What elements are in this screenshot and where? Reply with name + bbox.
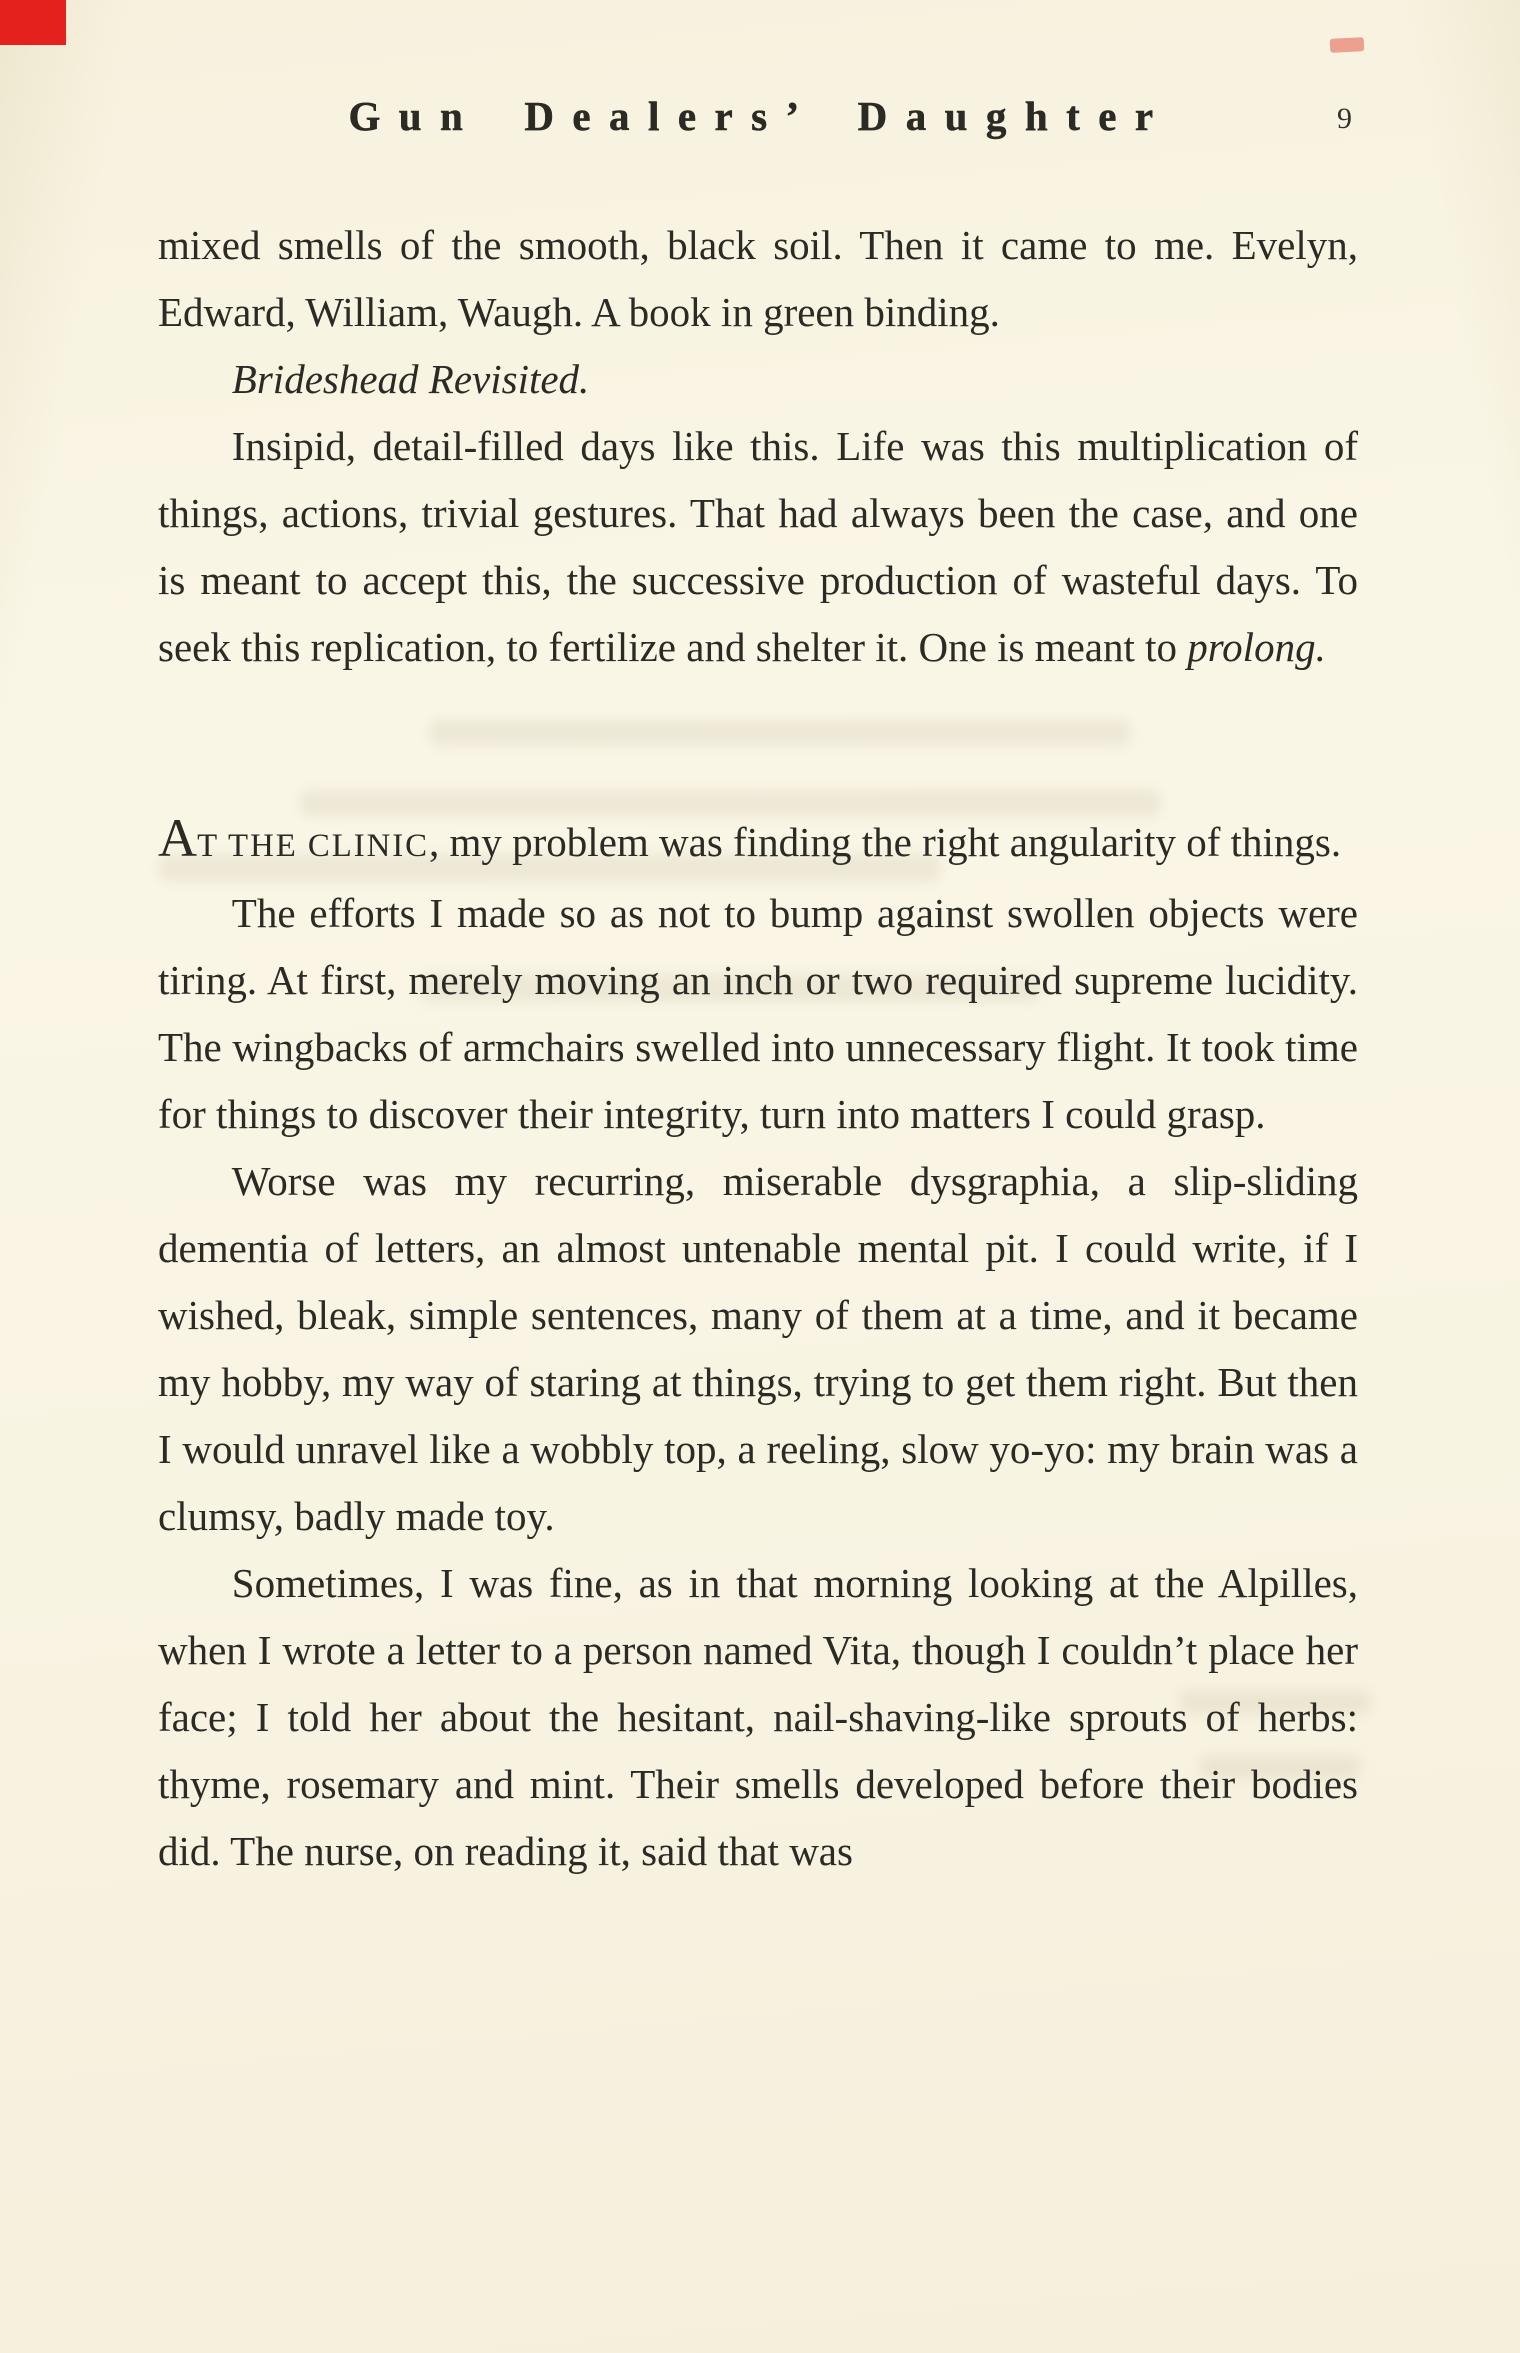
paragraph-p7 [158, 1550, 1358, 1885]
paragraph-p3 [158, 413, 1358, 681]
text-segment-normal: Sometimes, I was fine, as in that morning looking at the Alpilles, when I wrote a letter to a person named Vita, though I couldn’t place her face; I told her about the hesitant, nail-shaving-like sprouts of herbs: thyme, rosemary and mint. Their smells developed before their bodies did. The nurse, on reading it, said that was [158, 1560, 1358, 1874]
text-segment-normal: The efforts I made so as not to bump against swollen objects were tiring. At first, merely moving an inch or two required supreme lucidity. The wingbacks of armchairs swelled into unnecessary flight. It took time for things to discover their integrity, turn into matters I could grasp. [158, 890, 1358, 1137]
text-segment-normal: Insipid, detail-filled days like this. Life was this multiplication of things, actions, trivial gestures. That had always been the case, and one is meant to accept this, the successive production of wasteful days. To seek this replication, to fertilize and shelter it. One is meant to [158, 423, 1358, 670]
text-segment-normal: Worse was my recurring, miserable dysgraphia, a slip-sliding dementia of letters, an almost untenable mental pit. I could write, if I wished, bleak, simple sentences, many of them at a time, and it became my hobby, my way of staring at things, trying to get them right. But then I would unravel like a wobbly top, a reeling, slow yo-yo: my brain was a clumsy, badly made toy. [158, 1158, 1358, 1539]
text-segment-normal: , my problem was finding the right angularity of things. [429, 819, 1342, 865]
running-head [160, 92, 1360, 152]
paragraph-p5 [158, 880, 1358, 1148]
text-segment-initial-cap: A [158, 808, 198, 868]
page-number: 9 [1337, 102, 1352, 135]
text-segment-normal: mixed smells of the smooth, black soil. Then it came to me. Evelyn, Edward, William, Waugh. A book in green binding. [158, 222, 1358, 335]
paragraph-p2 [158, 346, 1358, 413]
text-segment-italic: Brideshead Revisited. [231, 356, 590, 402]
text-segment-small-caps: T THE CLINIC [197, 828, 430, 864]
paragraph-p6 [158, 1148, 1358, 1550]
body-text [158, 212, 1358, 1885]
red-tick-mark [1330, 37, 1365, 53]
red-corner-printing-mark [0, 0, 66, 45]
text-segment-italic: prolong. [1187, 624, 1326, 670]
running-head-title: Gun Dealers’ Daughter [348, 93, 1172, 139]
paragraph-p1 [158, 212, 1358, 346]
paragraph-p4 [158, 809, 1358, 880]
